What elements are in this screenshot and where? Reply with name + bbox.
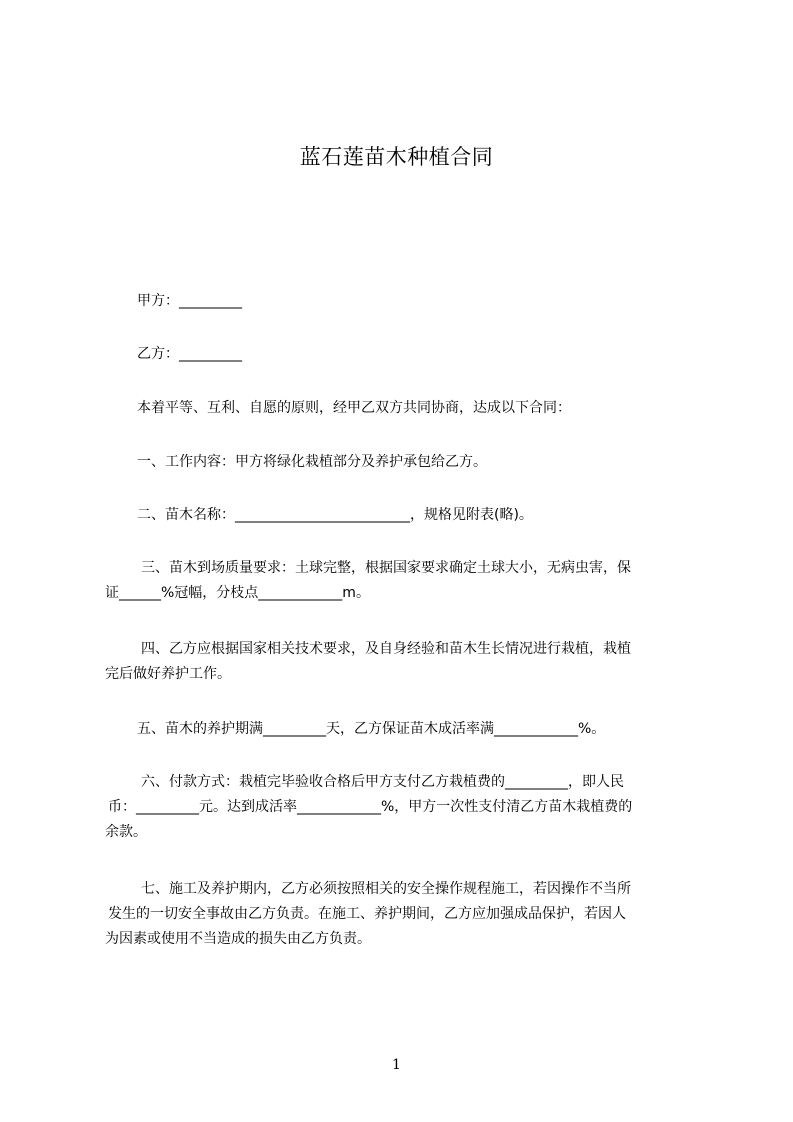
page-number: 1 [392, 1057, 401, 1073]
intro-paragraph [105, 396, 701, 421]
clause-7-line-1: 七、施工及养护期内，乙方必须按照相关的安全操作规程施工，若因操作不当所 [141, 881, 631, 897]
party-a-text: 甲方：_________ [137, 293, 242, 309]
clause-6-line-3: 余款。 [105, 824, 147, 840]
clause-6 [105, 770, 701, 845]
clause-6-line-2: 币：_________元。达到成活率____________%，甲方一次性支付清乙方苗木栽植费的 [108, 799, 633, 815]
document-title: 蓝石莲苗木种植合同 [299, 145, 494, 169]
clause-7-line-3: 为因素或使用不当造成的损失由乙方负责。 [105, 931, 371, 947]
clause-2 [105, 503, 701, 528]
clause-1-text: 一、工作内容：甲方将绿化栽植部分及养护承包给乙方。 [137, 454, 487, 470]
clause-5 [105, 717, 701, 742]
clause-4-line-1: 四、乙方应根据国家相关技术要求，及自身经验和苗木生长情况进行栽植，栽植 [141, 641, 631, 657]
clause-3-line-1: 三、苗木到场质量要求：土球完整，根据国家要求确定土球大小，无病虫害，保 [141, 560, 631, 576]
clause-1 [105, 450, 701, 475]
clause-3-line-2: 证______%冠幅，分枝点____________m。 [105, 585, 370, 601]
clause-3 [105, 556, 701, 606]
party-a-line [105, 289, 701, 314]
clause-7-line-2: 发生的一切安全事故由乙方负责。在施工、养护期间，乙方应加强成品保护，若因人 [108, 906, 626, 922]
party-b-text: 乙方：_________ [137, 346, 242, 362]
clause-4 [105, 637, 701, 687]
clause-4-line-2: 完后做好养护工作。 [105, 666, 231, 682]
party-b-line [105, 342, 701, 367]
clause-7 [105, 877, 701, 952]
clause-2-text: 二、苗木名称：_________________________，规格见附表(略)。 [137, 507, 533, 523]
clause-6-line-1: 六、付款方式：栽植完毕验收合格后甲方支付乙方栽植费的_________，即人民 [141, 774, 624, 790]
clause-5-text: 五、苗木的养护期满_________天，乙方保证苗木成活率满____________%。 [137, 721, 606, 737]
intro-text: 本着平等、互利、自愿的原则，经甲乙双方共同协商，达成以下合同： [137, 400, 571, 416]
